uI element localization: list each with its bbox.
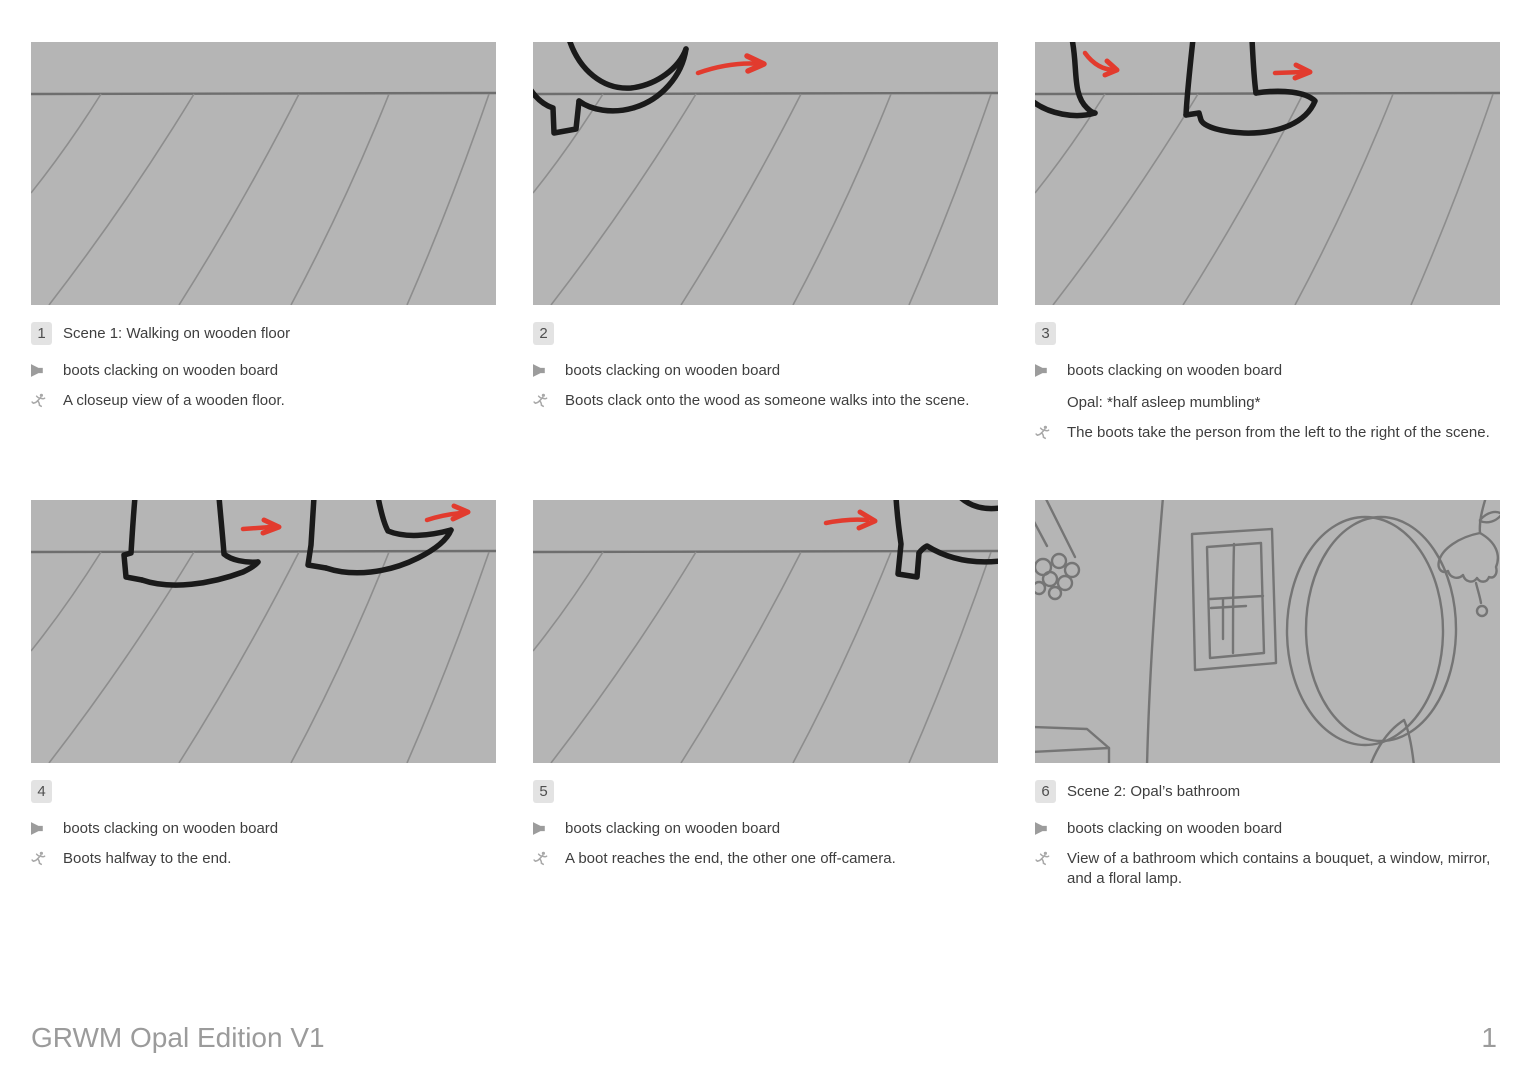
action-row [533, 849, 998, 869]
panel-6-drawing [1035, 500, 1500, 763]
audio-text: boots clacking on wooden board [565, 362, 781, 379]
panel-4-header [31, 780, 496, 803]
panel-1-header [31, 322, 496, 345]
runner-icon [1035, 851, 1050, 866]
action-text: View of a bathroom which contains a bouquet, a window, mirror, and a floral lamp. [1067, 850, 1491, 887]
panel-number-badge: 1 [31, 322, 52, 345]
speaker-icon [533, 363, 548, 378]
storyboard-panel-6 [1035, 500, 1500, 889]
runner-icon [1035, 425, 1050, 440]
runner-icon [533, 851, 548, 866]
storyboard-panel-4 [31, 500, 496, 889]
runner-icon [31, 393, 46, 408]
storyboard-panel-3 [1035, 42, 1500, 500]
audio-text: boots clacking on wooden board [63, 362, 279, 379]
action-row [533, 391, 998, 411]
audio-text: boots clacking on wooden board [63, 820, 279, 837]
storyboard-sheet [31, 42, 1500, 889]
panel-6-header [1035, 780, 1500, 803]
panel-5-drawing [533, 500, 998, 763]
page-number: 1 [1481, 1022, 1497, 1053]
action-text: The boots take the person from the left to the right of the scene. [1067, 424, 1490, 441]
panel-2-header [533, 322, 998, 345]
panel-3-header [1035, 322, 1500, 345]
audio-text: boots clacking on wooden board [565, 820, 781, 837]
action-row [31, 391, 496, 411]
panel-5-header [533, 780, 998, 803]
panel-4-drawing [31, 500, 496, 763]
storyboard-panel-1 [31, 42, 496, 500]
action-row [1035, 423, 1500, 443]
audio-row [533, 819, 998, 839]
speaker-icon [31, 821, 46, 836]
page-footer [31, 1022, 1497, 1054]
panel-2-drawing [533, 42, 998, 305]
action-row [31, 849, 496, 869]
panel-grid [31, 42, 1500, 889]
audio-row [1035, 819, 1500, 839]
speaker-icon [31, 363, 46, 378]
audio-row [31, 819, 496, 839]
runner-icon [533, 393, 548, 408]
panel-number-badge: 3 [1035, 322, 1056, 345]
storyboard-panel-5 [533, 500, 998, 889]
panel-number-badge: 5 [533, 780, 554, 803]
audio-row [31, 361, 496, 381]
panel-number-badge: 4 [31, 780, 52, 803]
action-text: Boots halfway to the end. [63, 850, 232, 867]
dialogue-text: Opal: *half asleep mumbling* [1067, 394, 1261, 411]
speaker-icon [533, 821, 548, 836]
audio-text: boots clacking on wooden board [1067, 820, 1283, 837]
audio-text: boots clacking on wooden board [1067, 362, 1283, 379]
panel-caption: Scene 1: Walking on wooden floor [63, 325, 291, 342]
footer-title: GRWM Opal Edition V1 [31, 1022, 325, 1053]
action-text: A closeup view of a wooden floor. [63, 392, 285, 409]
audio-row [1035, 361, 1500, 413]
panel-number-badge: 2 [533, 322, 554, 345]
action-text: A boot reaches the end, the other one off-camera. [565, 850, 896, 867]
audio-row [533, 361, 998, 381]
action-row [1035, 849, 1500, 889]
speaker-icon [1035, 363, 1050, 378]
runner-icon [31, 851, 46, 866]
speaker-icon [1035, 821, 1050, 836]
panel-number-badge: 6 [1035, 780, 1056, 803]
panel-1-drawing [31, 42, 496, 305]
panel-3-drawing [1035, 42, 1500, 305]
storyboard-panel-2 [533, 42, 998, 500]
panel-caption: Scene 2: Opal’s bathroom [1067, 783, 1241, 800]
action-text: Boots clack onto the wood as someone walks into the scene. [565, 392, 970, 409]
